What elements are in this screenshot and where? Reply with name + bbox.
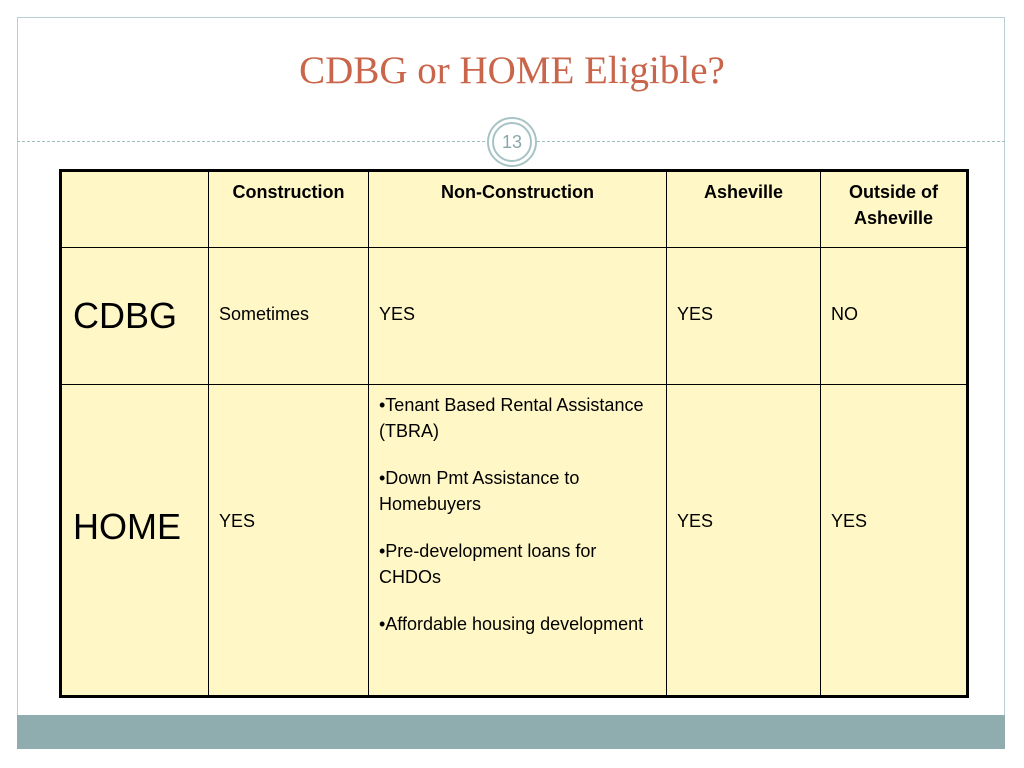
header-construction: Construction: [209, 171, 369, 248]
home-non-construction: [369, 385, 667, 697]
list-item: •Tenant Based Rental Assistance (TBRA): [379, 395, 644, 441]
slide-title: CDBG or HOME Eligible?: [299, 49, 725, 92]
header-cell-empty: [61, 171, 209, 248]
eligibility-table: [59, 169, 969, 698]
header-asheville: Asheville: [667, 171, 821, 248]
list-item: •Affordable housing development: [379, 614, 644, 634]
home-outside-asheville: YES: [821, 385, 968, 697]
page-number-badge: [487, 117, 537, 167]
home-asheville: YES: [667, 385, 821, 697]
header-outside-asheville: Outside of Asheville: [821, 171, 968, 248]
page-number: 13: [492, 122, 532, 162]
header-non-construction: Non-Construction: [369, 171, 667, 248]
cdbg-non-construction: YES: [369, 248, 667, 385]
footer-bar: [17, 715, 1005, 749]
cdbg-asheville: YES: [667, 248, 821, 385]
table-row-home: [61, 385, 968, 697]
cdbg-outside-asheville: NO: [821, 248, 968, 385]
row-label-cdbg: CDBG: [61, 248, 209, 385]
row-label-home: HOME: [61, 385, 209, 697]
list-item: •Down Pmt Assistance to Homebuyers: [379, 468, 580, 514]
table-row-cdbg: [61, 248, 968, 385]
home-construction: YES: [209, 385, 369, 697]
cdbg-construction: Sometimes: [209, 248, 369, 385]
list-item: •Pre-development loans for CHDOs: [379, 541, 597, 587]
table-header-row: [61, 171, 968, 248]
